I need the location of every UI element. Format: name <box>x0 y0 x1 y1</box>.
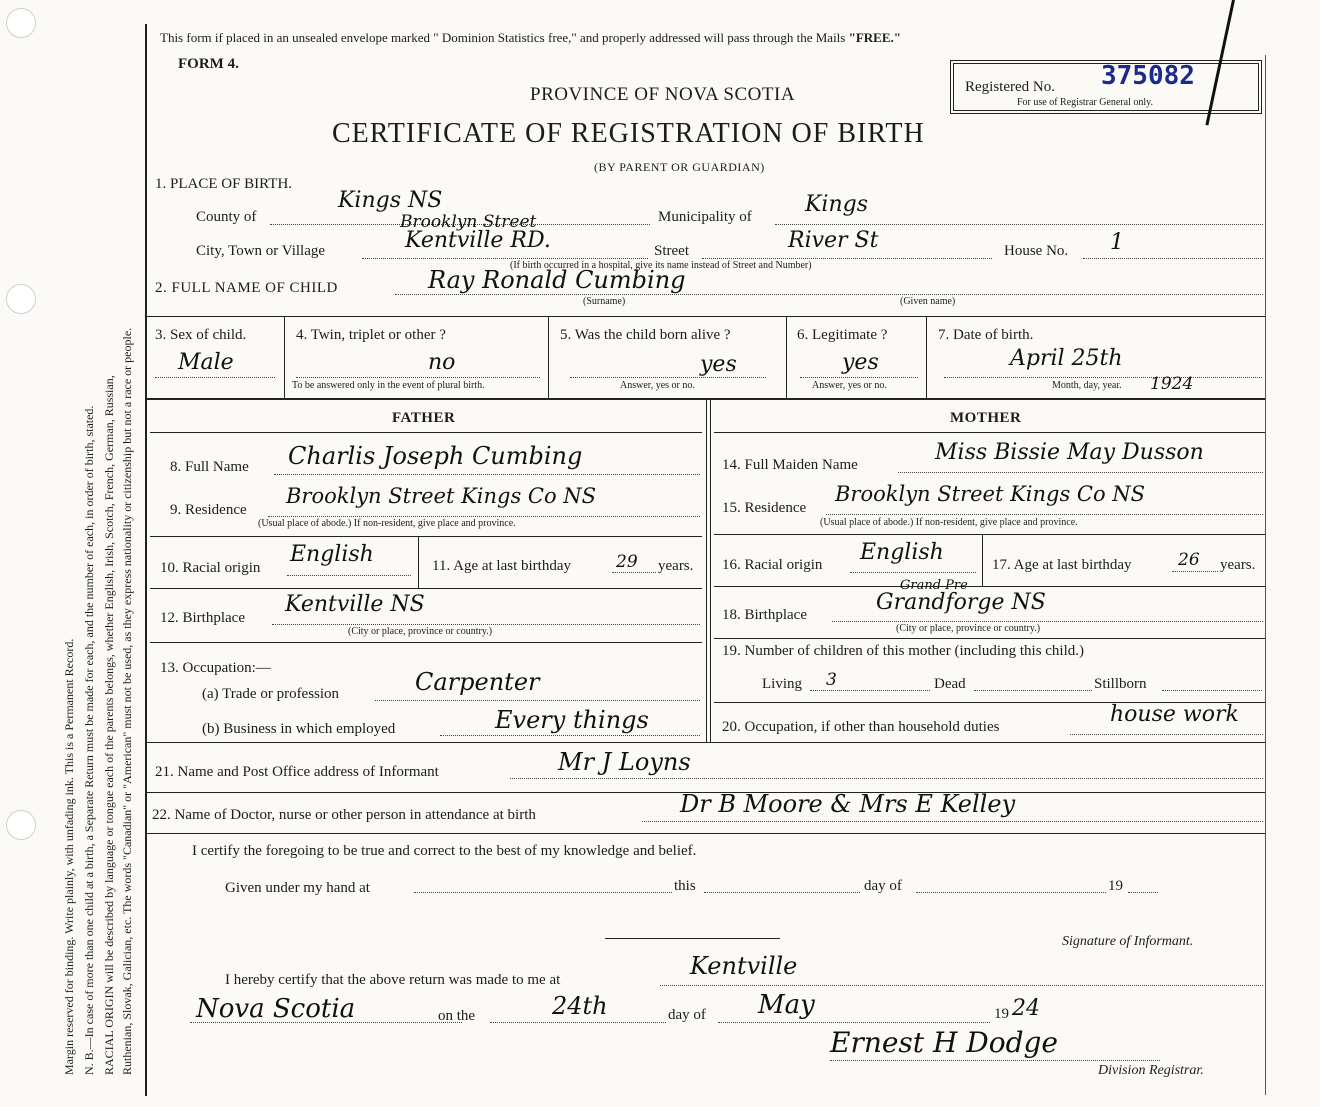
mother-birthplace-line <box>832 621 1263 622</box>
father-birthplace-note: (City or place, province or country.) <box>348 626 493 637</box>
county-value: Kings NS <box>338 188 443 213</box>
day-of-label: day of <box>864 878 902 894</box>
day-value: 24th <box>552 992 608 1020</box>
form-number: FORM 4. <box>178 56 239 72</box>
on-the-line <box>490 1022 666 1023</box>
form-right-border <box>1265 55 1266 1095</box>
stillborn-line <box>1162 690 1262 691</box>
col-divider <box>284 316 285 398</box>
living-line <box>810 690 930 691</box>
father-business-value: Every things <box>495 706 649 734</box>
margin-note-racial-origin-2: Ruthenian, Slovak, Galician, etc. The words "Canadian" or "American" must not be used, as they express nationality or citizenship but not a race or people. <box>120 327 134 1075</box>
registered-number: 375082 <box>1101 61 1195 91</box>
father-race-label: 10. Racial origin <box>160 560 261 576</box>
sex-label: 3. Sex of child. <box>155 327 247 343</box>
mother-residence-note: (Usual place of abode.) If non-resident, give place and province. <box>820 517 1078 528</box>
house-number-value: 1 <box>1110 230 1124 255</box>
father-residence-note: (Usual place of abode.) If non-resident, give place and province. <box>258 518 516 529</box>
child-name-line <box>395 294 1263 295</box>
father-trade-label: (a) Trade or profession <box>202 686 340 702</box>
twin-label: 4. Twin, triplet or other ? <box>296 327 446 343</box>
sex-line <box>155 377 275 378</box>
registrar-signature-line <box>830 1060 1160 1061</box>
province-value: Nova Scotia <box>196 994 356 1024</box>
mother-name-label: 14. Full Maiden Name <box>722 457 858 473</box>
punch-hole <box>6 284 36 314</box>
form-left-border <box>145 24 147 1096</box>
mother-divider <box>714 586 1265 587</box>
father-birthplace-line <box>272 624 700 625</box>
given-under-label: Given under my hand at <box>225 880 370 896</box>
mother-occupation-label: 20. Occupation, if other than household duties <box>722 719 1000 735</box>
father-residence-value: Brooklyn Street Kings Co NS <box>286 484 597 508</box>
doctor-label: 22. Name of Doctor, nurse or other person in attendance at birth <box>152 807 536 823</box>
year-label: 19 <box>1108 878 1123 894</box>
registrar-signature: Ernest H Dodge <box>830 1026 1058 1059</box>
father-divider <box>150 588 702 589</box>
mother-divider <box>714 638 1265 639</box>
municipality-label: Municipality of <box>658 209 752 225</box>
street-label: Street <box>654 243 689 259</box>
informant-signature-line <box>605 938 780 939</box>
center-divider <box>706 400 707 742</box>
mother-age-unit: years. <box>1220 557 1256 573</box>
col-divider <box>926 316 927 398</box>
legitimate-value: yes <box>842 350 879 375</box>
father-residence-line <box>268 516 700 517</box>
mother-age-line <box>1172 571 1218 572</box>
county-label: County of <box>196 209 257 225</box>
mother-heading-rule <box>714 432 1265 433</box>
this-line <box>704 892 860 893</box>
row-top-border <box>147 316 1265 317</box>
day-of-label-2: day of <box>668 1007 706 1023</box>
mother-birthplace-note: (City or place, province or country.) <box>896 623 1041 634</box>
registered-label: Registered No. <box>965 79 1055 95</box>
dead-line <box>974 690 1092 691</box>
month-line <box>718 1022 990 1023</box>
father-race-value: English <box>290 542 374 567</box>
col-divider <box>548 316 549 398</box>
this-label: this <box>674 878 696 894</box>
father-name-line <box>274 474 700 475</box>
col-divider <box>786 316 787 398</box>
father-name-value: Charlis Joseph Cumbing <box>288 442 583 470</box>
house-number-line <box>1083 258 1263 259</box>
informant-line <box>510 778 1263 779</box>
mother-divider-v <box>982 534 983 586</box>
certificate-title: CERTIFICATE OF REGISTRATION OF BIRTH <box>332 118 925 149</box>
father-trade-line <box>375 700 700 701</box>
father-residence-label: 9. Residence <box>170 502 247 518</box>
legitimate-line <box>800 377 918 378</box>
hospital-note: (If birth occurred in a hospital, give its name instead of Street and Number) <box>510 260 812 271</box>
legitimate-note: Answer, yes or no. <box>812 380 887 391</box>
punch-hole <box>6 8 36 38</box>
month-value: May <box>758 990 815 1020</box>
dob-value: April 25th <box>1010 346 1123 371</box>
sex-value: Male <box>178 350 234 375</box>
return-place-value: Kentville <box>690 952 798 980</box>
father-heading-rule <box>150 432 702 433</box>
born-alive-note: Answer, yes or no. <box>620 380 695 391</box>
dob-line <box>944 377 1262 378</box>
return-statement: I hereby certify that the above return was made to me at <box>225 972 561 988</box>
mother-heading: MOTHER <box>950 410 1022 426</box>
county-overwrite: Brooklyn Street <box>400 212 537 232</box>
informant-signature-caption: Signature of Informant. <box>1062 934 1194 949</box>
dob-note: Month, day, year. <box>1052 380 1122 391</box>
father-divider <box>150 536 702 537</box>
registrar-caption: Division Registrar. <box>1098 1063 1204 1078</box>
center-divider <box>710 400 711 742</box>
father-birthplace-value: Kentville NS <box>285 592 425 617</box>
city-label: City, Town or Village <box>196 243 326 259</box>
mother-residence-value: Brooklyn Street Kings Co NS <box>835 482 1146 506</box>
mother-occupation-line <box>1070 734 1263 735</box>
father-divider-v <box>418 536 419 588</box>
columns-bottom-border <box>147 742 1265 743</box>
father-age-label: 11. Age at last birthday <box>432 558 571 574</box>
dead-label: Dead <box>934 676 966 692</box>
margin-note-multiple-births: N. B.—In case of more than one child at a birth, a Separate Return must be made for each, and the number of each, in order of birth, stated. <box>82 405 96 1075</box>
certificate-subtitle: (BY PARENT OR GUARDIAN) <box>594 160 765 174</box>
year-line <box>1128 892 1158 893</box>
born-alive-label: 5. Was the child born alive ? <box>560 327 731 343</box>
legitimate-label: 6. Legitimate ? <box>797 327 888 343</box>
mother-children-label: 19. Number of children of this mother (including this child.) <box>722 643 1085 659</box>
dob-label: 7. Date of birth. <box>938 327 1034 343</box>
mother-divider <box>714 534 1265 535</box>
doctor-value: Dr B Moore & Mrs E Kelley <box>680 790 1016 818</box>
mother-race-line <box>850 572 976 573</box>
mother-race-value: English <box>860 540 944 565</box>
born-alive-value: yes <box>700 352 737 377</box>
surname-caption: (Surname) <box>583 296 626 307</box>
street-value: River St <box>788 228 879 253</box>
father-trade-value: Carpenter <box>415 668 540 696</box>
twin-line <box>296 377 540 378</box>
mother-age-label: 17. Age at last birthday <box>992 557 1132 573</box>
father-age-unit: years. <box>658 558 694 574</box>
father-name-label: 8. Full Name <box>170 459 249 475</box>
child-name-label: 2. FULL NAME OF CHILD <box>155 280 338 296</box>
margin-note-racial-origin: RACIAL ORIGIN will be described by language or tongue each of the parents belongs, whether English, Irish, Scotch, French, German, Russian, <box>102 375 116 1075</box>
margin-note-binding: Margin reserved for binding. Write plainly, with unfading ink. This is a Permanent Record. <box>62 638 76 1075</box>
registrar-note: For use of Registrar General only. <box>1017 97 1153 108</box>
father-age-line <box>612 572 656 573</box>
father-age-value: 29 <box>616 552 638 572</box>
informant-label: 21. Name and Post Office address of Informant <box>155 764 439 780</box>
street-line <box>702 258 992 259</box>
postal-notice: This form if placed in an unsealed envelope marked " Dominion Statistics free," and properly addressed will pass through the Mails "FREE." <box>160 30 901 45</box>
father-birthplace-label: 12. Birthplace <box>160 610 245 626</box>
city-line <box>362 258 648 259</box>
father-heading: FATHER <box>392 410 456 426</box>
certify-statement: I certify the foregoing to be true and correct to the best of my knowledge and belief. <box>192 843 697 859</box>
father-divider <box>150 642 702 643</box>
mother-birthplace-overwrite: Grand Pre <box>900 578 968 593</box>
twin-note: To be answered only in the event of plural birth. <box>292 380 485 391</box>
twin-value: no <box>428 350 456 375</box>
return-place-line <box>660 985 1263 986</box>
mother-age-value: 26 <box>1178 550 1200 570</box>
mother-name-line <box>898 472 1263 473</box>
municipality-line <box>775 224 1263 225</box>
doctor-bottom-border <box>147 833 1265 834</box>
year-value: 24 <box>1012 996 1040 1021</box>
city-value: Kentville RD. <box>405 228 551 253</box>
mother-name-value: Miss Bissie May Dusson <box>935 440 1204 465</box>
born-alive-line <box>570 377 766 378</box>
father-business-label: (b) Business in which employed <box>202 721 396 737</box>
on-the-label: on the <box>438 1008 476 1024</box>
mother-birthplace-value: Grandforge NS <box>876 590 1046 615</box>
father-occupation-label: 13. Occupation:— <box>160 660 271 676</box>
mother-residence-label: 15. Residence <box>722 500 807 516</box>
child-name-value: Ray Ronald Cumbing <box>428 266 686 294</box>
house-number-label: House No. <box>1004 243 1069 259</box>
living-label: Living <box>762 676 802 692</box>
day-of-line <box>916 892 1106 893</box>
given-name-caption: (Given name) <box>900 296 956 307</box>
municipality-value: Kings <box>805 192 869 217</box>
father-race-line <box>287 575 411 576</box>
place-of-birth-heading: 1. PLACE OF BIRTH. <box>155 176 293 192</box>
mother-occupation-value: house work <box>1110 702 1239 727</box>
dob-year: 1924 <box>1150 374 1194 394</box>
doctor-line <box>642 821 1263 822</box>
province-heading: PROVINCE OF NOVA SCOTIA <box>530 84 796 105</box>
punch-hole <box>6 810 36 840</box>
given-under-line <box>414 892 672 893</box>
father-business-line <box>440 735 700 736</box>
mother-race-label: 16. Racial origin <box>722 557 823 573</box>
year-prefix: 19 <box>994 1006 1009 1022</box>
stillborn-label: Stillborn <box>1094 676 1147 692</box>
mother-birthplace-label: 18. Birthplace <box>722 607 807 623</box>
mother-residence-line <box>826 514 1263 515</box>
living-value: 3 <box>826 670 837 690</box>
informant-value: Mr J Loyns <box>558 748 691 776</box>
